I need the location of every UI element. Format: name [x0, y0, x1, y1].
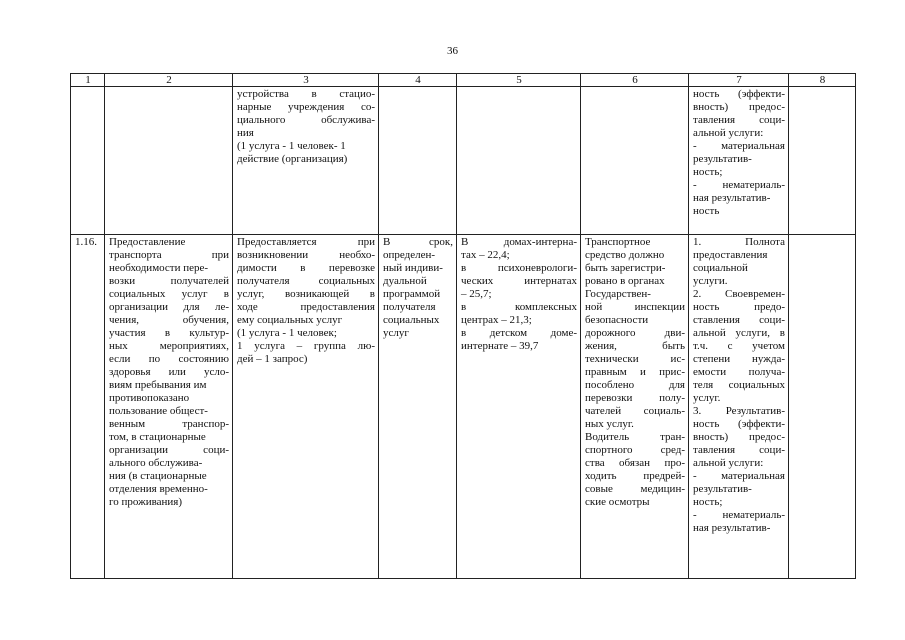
cell-text-line: транспорта при — [109, 249, 229, 261]
cell-notes — [789, 235, 856, 579]
cell-conditions — [581, 87, 689, 235]
cell-conditions — [581, 235, 689, 579]
cell-text-line: если по состоянию — [109, 353, 229, 365]
cell-text-line: циального обслужива- — [237, 114, 375, 126]
cell-text-line: в комплексных — [461, 301, 577, 313]
cell-text-line: т.ч. с учетом — [693, 340, 785, 352]
cell-text-line: услуг — [383, 327, 409, 339]
cell-text-line: ния — [237, 127, 254, 139]
cell-text-line: (1 услуга - 1 человек; — [237, 327, 337, 339]
cell-text-line: ность предо- — [693, 301, 785, 313]
cell-text-line: дорожного дви- — [585, 327, 685, 339]
cell-text-line: противопоказано — [109, 392, 190, 404]
cell-text-line: жения, быть — [585, 340, 685, 352]
cell-text-line: действие (организация) — [237, 153, 348, 165]
cell-text-line: ной инспекции — [585, 301, 685, 313]
cell-text-line: ная результатив- — [693, 522, 771, 534]
cell-text-line: Государствен- — [585, 288, 651, 300]
cell-text-line: теля социальных — [693, 379, 785, 391]
cell-text-line: вность) предос- — [693, 101, 785, 113]
cell-text-line: тавления соци- — [693, 444, 785, 456]
column-number-header: 7 — [689, 74, 789, 87]
cell-text-line: услуги. — [693, 275, 728, 287]
cell-text-line: Транспортное — [585, 236, 651, 248]
cell-text-line: в психоневрологи- — [461, 262, 577, 274]
cell-text-line: правным и прис- — [585, 366, 685, 378]
table-row-continuation — [71, 87, 856, 235]
cell-text-line: - материальная — [693, 470, 785, 482]
cell-service-term — [379, 235, 457, 579]
cell-tariff — [457, 235, 581, 579]
cell-text-line: 3. Результатив- — [693, 405, 785, 417]
cell-text-line: совые медицин- — [585, 483, 685, 495]
cell-text-line: центрах – 21,3; — [461, 314, 532, 326]
cell-text-line: - материальная — [693, 140, 785, 152]
cell-text-line: ность; — [693, 166, 723, 178]
cell-text-line: ных мероприятиях, — [109, 340, 229, 352]
cell-text-line: ходе предоставления — [237, 301, 375, 313]
cell-text-line: ность; — [693, 496, 723, 508]
cell-text-line: ровано в органах — [585, 275, 665, 287]
cell-number — [71, 87, 105, 235]
cell-text-line: альной услуги: — [693, 127, 764, 139]
cell-text-line: социальной — [693, 262, 748, 274]
cell-text-line: тах – 22,4; — [461, 249, 510, 261]
cell-text-line: ных услуг. — [585, 418, 634, 430]
cell-text-line: 1 услуга – группа лю- — [237, 340, 375, 352]
cell-text-line: программой — [383, 288, 441, 300]
cell-text-line: возки получателей — [109, 275, 229, 287]
cell-text-line: ная результатив- — [693, 192, 771, 204]
cell-text-line: ный индиви- — [383, 262, 443, 274]
cell-text-line: услуг, возникающей в — [237, 288, 375, 300]
cell-text-line: ему социальных услуг — [237, 314, 343, 326]
cell-text-line: 2. Своевремен- — [693, 288, 785, 300]
cell-text-line: том, в стационарные — [109, 431, 206, 443]
cell-text-line: В срок, — [383, 236, 453, 248]
cell-text-line: ства обязан про- — [585, 457, 685, 469]
cell-quality-indicators — [689, 235, 789, 579]
cell-text-line: услуг. — [693, 392, 721, 404]
cell-text-line: ния (в стационарные — [109, 470, 207, 482]
column-number-header-row — [71, 74, 856, 87]
cell-text-line: определен- — [383, 249, 436, 261]
cell-text-line: виям пребывания им — [109, 379, 207, 391]
cell-text-line: ставления соци- — [693, 314, 785, 326]
cell-service-description — [233, 87, 379, 235]
cell-text-line: ходить предрей- — [585, 470, 685, 482]
cell-text-line: предоставления — [693, 249, 768, 261]
cell-service-term — [379, 87, 457, 235]
cell-text-line: нарные учреждения со- — [237, 101, 375, 113]
cell-text-line: организации для ле- — [109, 301, 229, 313]
cell-text-line: чения, обучения, — [109, 314, 229, 326]
column-number-header: 5 — [457, 74, 581, 87]
cell-text-line: устройства в стацио- — [237, 88, 375, 100]
cell-text-line: – 25,7; — [461, 288, 492, 300]
cell-text-line: пользование общест- — [109, 405, 208, 417]
cell-text-line: (1 услуга - 1 человек- 1 — [237, 140, 346, 152]
cell-service-description — [233, 235, 379, 579]
cell-text-line: альной услуги, в — [693, 327, 785, 339]
cell-text-line: Водитель тран- — [585, 431, 685, 443]
cell-text-line: возникновении необхо- — [237, 249, 375, 261]
cell-text-line: 1. Полнота — [693, 236, 785, 248]
column-number-header: 3 — [233, 74, 379, 87]
page-number: 36 — [447, 45, 458, 57]
cell-text-line: участия в культур- — [109, 327, 229, 339]
cell-text-line: социальных — [383, 314, 440, 326]
services-table — [70, 73, 856, 579]
cell-text-line: результатив- — [693, 483, 752, 495]
cell-text-line: ческих интернатах — [461, 275, 577, 287]
cell-text-line: Предоставление — [109, 236, 186, 248]
cell-text-line: отделения временно- — [109, 483, 208, 495]
cell-text-line: дей – 1 запрос) — [237, 353, 308, 365]
cell-text-line: чателей социаль- — [585, 405, 685, 417]
cell-text-line: дуальной — [383, 275, 427, 287]
cell-text-line: тавления соци- — [693, 114, 785, 126]
cell-text-line: безопасности — [585, 314, 649, 326]
cell-text-line: 1.16. — [75, 236, 97, 248]
cell-text-line: го проживания) — [109, 496, 183, 508]
cell-text-line: альной услуги: — [693, 457, 764, 469]
cell-text-line: Предоставляется при — [237, 236, 375, 248]
cell-text-line: результатив- — [693, 153, 752, 165]
column-number-header: 4 — [379, 74, 457, 87]
cell-text-line: ального обслужива- — [109, 457, 203, 469]
cell-number — [71, 235, 105, 579]
cell-text-line: перевозки полу- — [585, 392, 685, 404]
cell-text-line: венным транспор- — [109, 418, 229, 430]
cell-text-line: вность) предос- — [693, 431, 785, 443]
cell-text-line: ность (эффекти- — [693, 88, 785, 100]
cell-text-line: технически ис- — [585, 353, 685, 365]
cell-text-line: степени нужда- — [693, 353, 785, 365]
cell-text-line: спортного сред- — [585, 444, 685, 456]
cell-text-line: получателя — [383, 301, 436, 313]
column-number-header: 6 — [581, 74, 689, 87]
cell-tariff — [457, 87, 581, 235]
cell-text-line: быть зарегистри- — [585, 262, 666, 274]
column-number-header: 2 — [105, 74, 233, 87]
cell-text-line: - нематериаль- — [693, 509, 785, 521]
cell-text-line: ские осмотры — [585, 496, 650, 508]
column-number-header: 1 — [71, 74, 105, 87]
cell-text-line: получателя социальных — [237, 275, 375, 287]
cell-quality-indicators — [689, 87, 789, 235]
column-number-header: 8 — [789, 74, 856, 87]
cell-text-line: ность (эффекти- — [693, 418, 785, 430]
cell-text-line: социальных услуг в — [109, 288, 229, 300]
cell-notes — [789, 87, 856, 235]
cell-text-line: пособлено для — [585, 379, 685, 391]
cell-text-line: В домах-интерна- — [461, 236, 577, 248]
cell-service-name — [105, 87, 233, 235]
cell-text-line: интернате – 39,7 — [461, 340, 539, 352]
cell-text-line: емости получа- — [693, 366, 785, 378]
cell-text-line: в детском доме- — [461, 327, 577, 339]
cell-text-line: димости в перевозке — [237, 262, 375, 274]
cell-text-line: здоровья или усло- — [109, 366, 229, 378]
cell-text-line: средство должно — [585, 249, 665, 261]
cell-text-line: ность — [693, 205, 720, 217]
cell-text-line: - нематериаль- — [693, 179, 785, 191]
table-row-1-16 — [71, 235, 856, 579]
cell-text-line: необходимости пере- — [109, 262, 209, 274]
cell-service-name — [105, 235, 233, 579]
cell-text-line: организации соци- — [109, 444, 229, 456]
